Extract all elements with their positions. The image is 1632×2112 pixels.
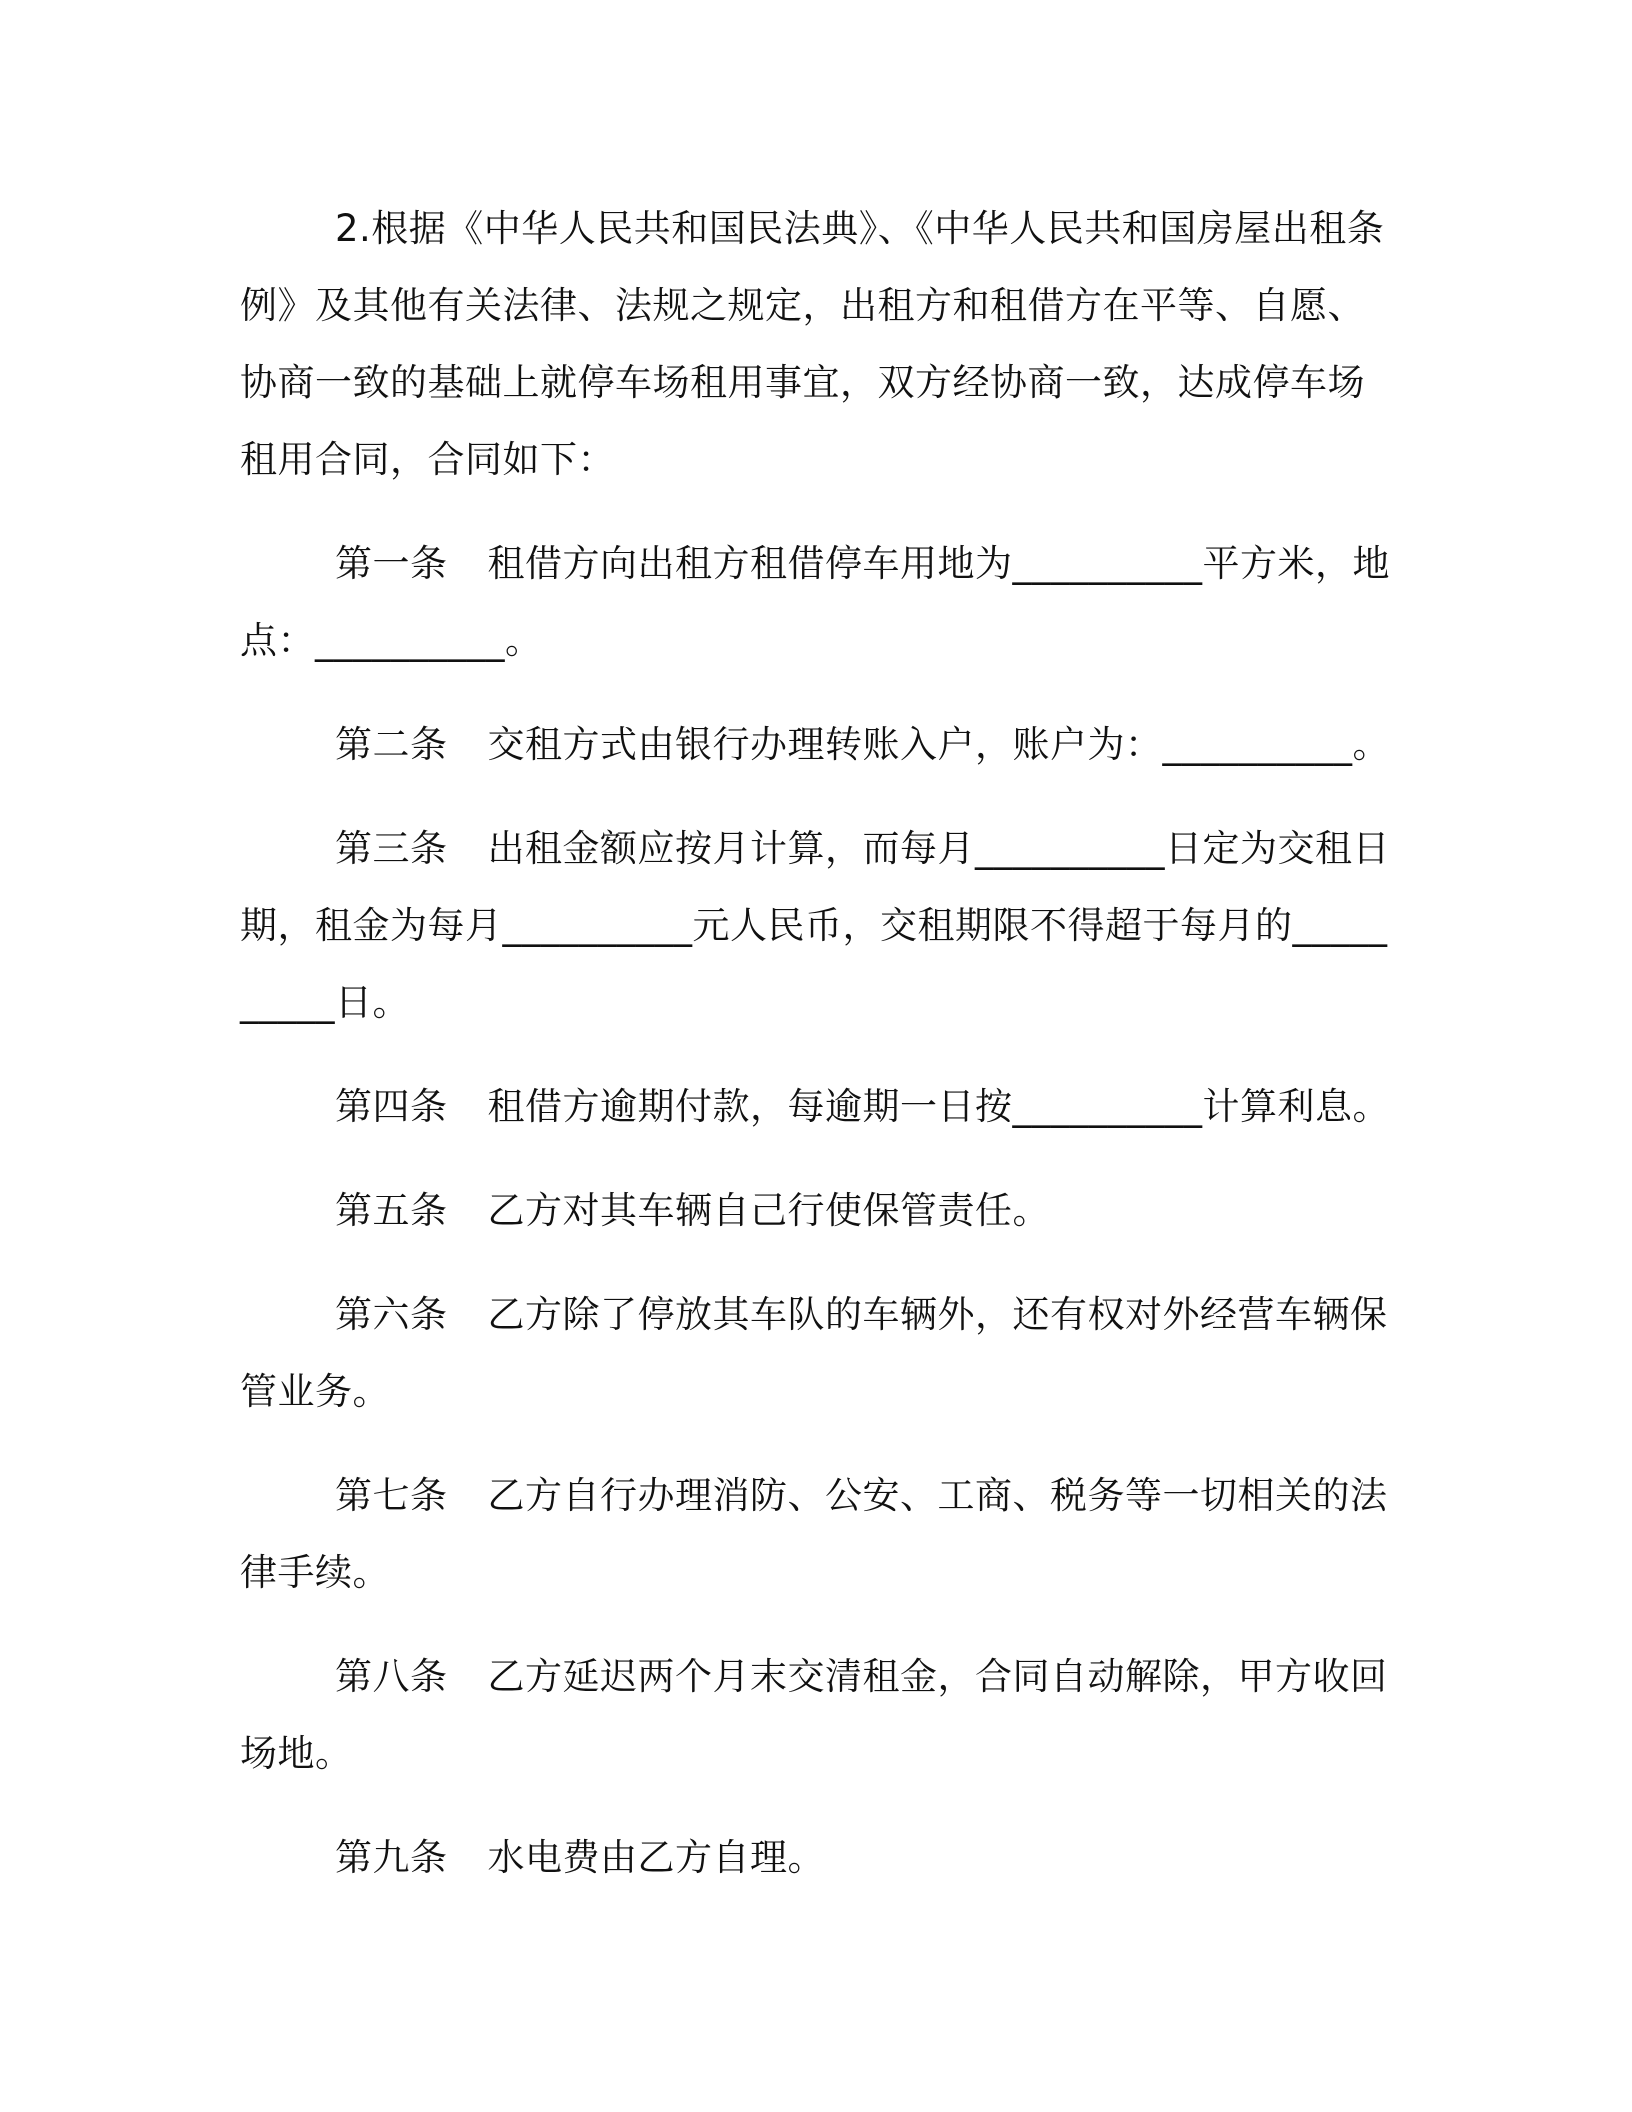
article-text: 出租金额应按月计算，而每月__________日定为交租日期，租金为每月__________元人民币，交租期限不得超于每月的__________日。 [240, 827, 1390, 1024]
article-5 [240, 1172, 1390, 1249]
article-1 [240, 525, 1390, 679]
article-heading: 第六条 [335, 1293, 448, 1336]
article-heading: 第五条 [335, 1189, 448, 1232]
article-heading: 第八条 [335, 1655, 448, 1698]
article-4 [240, 1068, 1390, 1145]
article-text: 乙方对其车辆自己行使保管责任。 [487, 1189, 1050, 1232]
intro-paragraph: 2.根据《中华人民共和国民法典》、《中华人民共和国房屋出租条例》及其他有关法律、法规之规定，出租方和租借方在平等、自愿、协商一致的基础上就停车场租用事宜，双方经协商一致，达成停车场租用合同，合同如下： [240, 207, 1385, 481]
article-text: 租借方逾期付款，每逾期一日按__________计算利息。 [487, 1085, 1390, 1128]
article-8 [240, 1638, 1390, 1792]
article-6 [240, 1276, 1390, 1430]
article-text: 租借方向出租方租借停车用地为__________平方米，地点：__________。 [240, 542, 1390, 662]
article-text: 交租方式由银行办理转账入户，账户为：__________。 [487, 723, 1390, 766]
article-heading: 第二条 [335, 723, 448, 766]
article-heading: 第三条 [335, 827, 448, 870]
article-text: 乙方除了停放其车队的车辆外，还有权对外经营车辆保管业务。 [240, 1293, 1388, 1413]
article-2 [240, 706, 1390, 783]
article-text: 乙方自行办理消防、公安、工商、税务等一切相关的法律手续。 [240, 1474, 1388, 1594]
article-heading: 第七条 [335, 1474, 448, 1517]
article-text: 乙方延迟两个月末交清租金，合同自动解除，甲方收回场地。 [240, 1655, 1388, 1775]
article-3 [240, 810, 1390, 1041]
article-7 [240, 1457, 1390, 1611]
article-heading: 第九条 [335, 1836, 448, 1879]
article-heading: 第一条 [335, 542, 448, 585]
contract-body [240, 190, 1390, 1923]
article-9 [240, 1819, 1390, 1896]
article-text: 水电费由乙方自理。 [487, 1836, 825, 1879]
article-heading: 第四条 [335, 1085, 448, 1128]
